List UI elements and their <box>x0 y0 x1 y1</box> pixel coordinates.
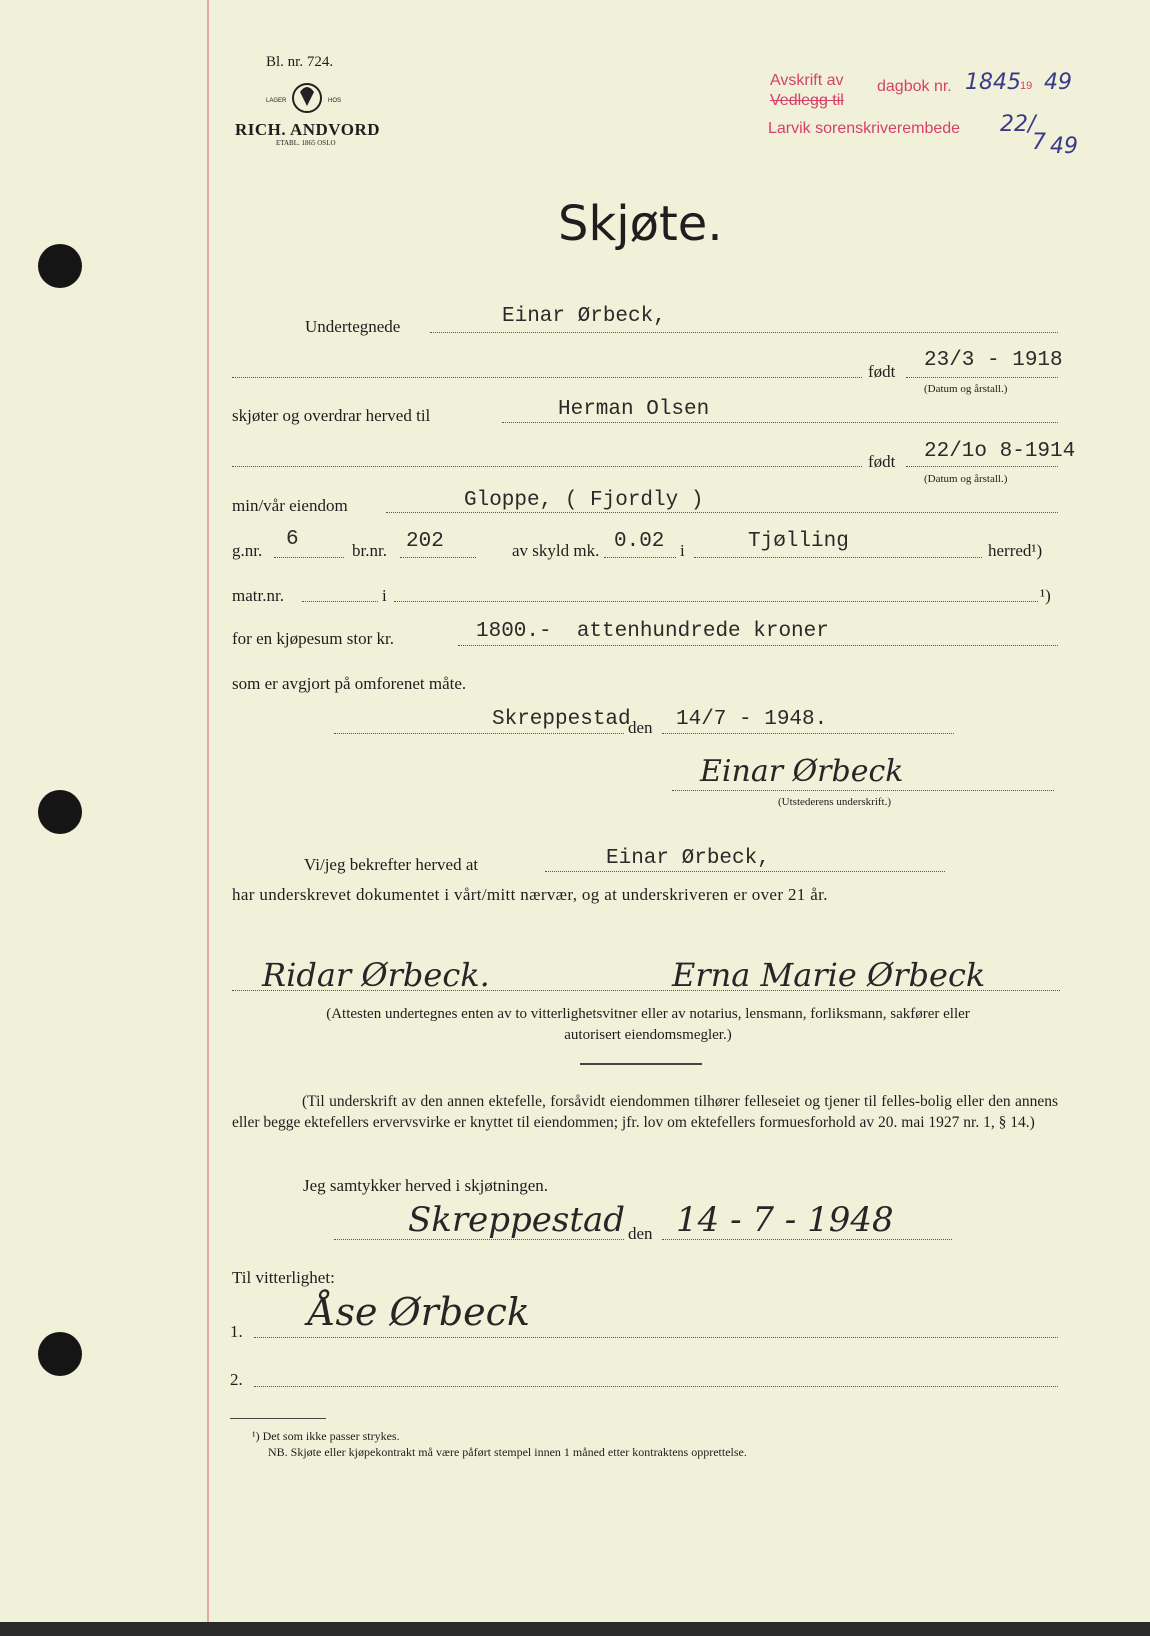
svg-text:HOS: HOS <box>328 98 342 104</box>
stamp-19: 19 <box>1020 80 1033 92</box>
fodt2-label: født <box>868 452 896 471</box>
punch-hole <box>38 244 82 288</box>
scan-border <box>0 1622 1150 1636</box>
publisher-logo <box>262 76 352 124</box>
matr-i: i <box>382 586 387 605</box>
document-title: Skjøte. <box>558 196 723 252</box>
den1-label: den <box>628 718 653 737</box>
eiendom-label: min/vår eiendom <box>232 496 348 515</box>
signature-witness-1: Ridar Ørbeck. <box>262 956 490 994</box>
signature-vitterlighet-1: Åse Ørbeck <box>308 1290 530 1334</box>
datum-hint-2: (Datum og årstall.) <box>924 473 1008 485</box>
i-label: i <box>680 541 685 560</box>
herred-value: Tjølling <box>748 530 849 553</box>
vijeg-value: Einar Ørbeck, <box>606 847 770 870</box>
avgjort-text: som er avgjort på omforenet måte. <box>232 674 467 693</box>
kjopesum-label: for en kjøpesum stor kr. <box>232 629 394 648</box>
stamp-dagbok: dagbok nr. <box>877 78 952 95</box>
skyld-value: 0.02 <box>614 530 665 553</box>
matr-label: matr.nr. <box>232 586 284 605</box>
utsteder-hint: (Utstederens underskrift.) <box>778 796 892 808</box>
stamp-date-c: 49 <box>1050 134 1078 159</box>
attest-note-1: (Attesten undertegnes enten av to vitterlighetsvitner eller av notarius, lensmann, forliksmann, sakfører eller autorisert eiendomsmegler.) <box>326 1006 970 1043</box>
herred-label: herred¹) <box>988 541 1043 560</box>
datum-hint-1: (Datum og årstall.) <box>924 383 1008 395</box>
brnr-value: 202 <box>406 530 444 553</box>
stamp-date-a: 22/ <box>1000 112 1036 137</box>
den2-label: den <box>628 1224 653 1243</box>
matr-end: ¹) <box>1040 586 1051 605</box>
footnote <box>252 1428 1072 1460</box>
fodt2-value: 22/1o 8-1914 <box>924 440 1076 463</box>
vitterlighet-label: Til vitterlighet: <box>232 1268 335 1287</box>
form-number: Bl. nr. 724. <box>266 54 334 70</box>
stamp-avskrift: Avskrift av <box>770 72 844 89</box>
vijeg-label: Vi/jeg bekrefter herved at <box>304 855 479 874</box>
consent-text: Jeg samtykker herved i skjøtningen. <box>303 1176 549 1195</box>
stamp-vedlegg: Vedlegg til <box>770 92 844 109</box>
fodt1-label: født <box>868 362 896 381</box>
fodt1-value: 23/3 - 1918 <box>924 349 1063 372</box>
attest-line2: har underskrevet dokumentet i vårt/mitt nærvær, og at underskriveren er over 21 år. <box>232 885 828 904</box>
kjopesum-value: 1800.- attenhundrede kroner <box>476 620 829 643</box>
stamp-office: Larvik sorenskriverembede <box>768 120 961 137</box>
svg-text:LAGER: LAGER <box>266 98 287 104</box>
undertegnede-label: Undertegnede <box>305 317 401 336</box>
punch-hole <box>38 1332 82 1376</box>
footnote-line-2: NB. Skjøte eller kjøpekontrakt må være påført stempel innen 1 måned etter kontraktens opprettelse. <box>268 1445 747 1459</box>
spouse-note: (Til underskrift av den annen ektefelle, forsåvidt eiendommen tilhører felleseiet og tjener til felles-bolig eller den annens eller begge ektefellers ervervsvirke er knyttet til eiendommen; jfr. lov om ektefellers formuesforhold av 20. mai 1927 nr. 1, § 14.) <box>232 1093 1058 1131</box>
gnr-value: 6 <box>286 528 299 551</box>
divider <box>580 1063 702 1065</box>
signature-utsteder: Einar Ørbeck <box>700 754 904 789</box>
footnote-line-1: ¹) Det som ikke passer strykes. <box>252 1429 400 1443</box>
gnr-label: g.nr. <box>232 541 263 560</box>
margin-rule <box>207 0 209 1622</box>
brnr-label: br.nr. <box>352 541 387 560</box>
skyld-label: av skyld mk. <box>512 541 600 560</box>
signature-witness-2: Erna Marie Ørbeck <box>672 956 986 994</box>
witness-num-1: 1. <box>230 1322 243 1341</box>
place2-handwritten: Skreppestad <box>408 1200 626 1240</box>
stamp-year: 49 <box>1044 70 1072 95</box>
skjoter-value: Herman Olsen <box>558 398 710 421</box>
witness-num-2: 2. <box>230 1370 243 1389</box>
date2-handwritten: 14 - 7 - 1948 <box>676 1200 894 1240</box>
date1-value: 14/7 - 1948. <box>676 708 828 731</box>
footnote-rule <box>230 1418 326 1419</box>
undertegnede-value: Einar Ørbeck, <box>502 305 666 328</box>
punch-hole <box>38 790 82 834</box>
stamp-entry-no: 1845 <box>965 70 1021 95</box>
eiendom-value: Gloppe, ( Fjordly ) <box>464 489 704 512</box>
place1-value: Skreppestad <box>492 708 631 731</box>
stamp-date-b: 7 <box>1032 130 1046 155</box>
publisher-name: RICH. ANDVORD <box>235 120 380 139</box>
skjoter-label: skjøter og overdrar herved til <box>232 406 431 425</box>
publisher-small: ETABL. 1865 OSLO <box>276 139 336 147</box>
